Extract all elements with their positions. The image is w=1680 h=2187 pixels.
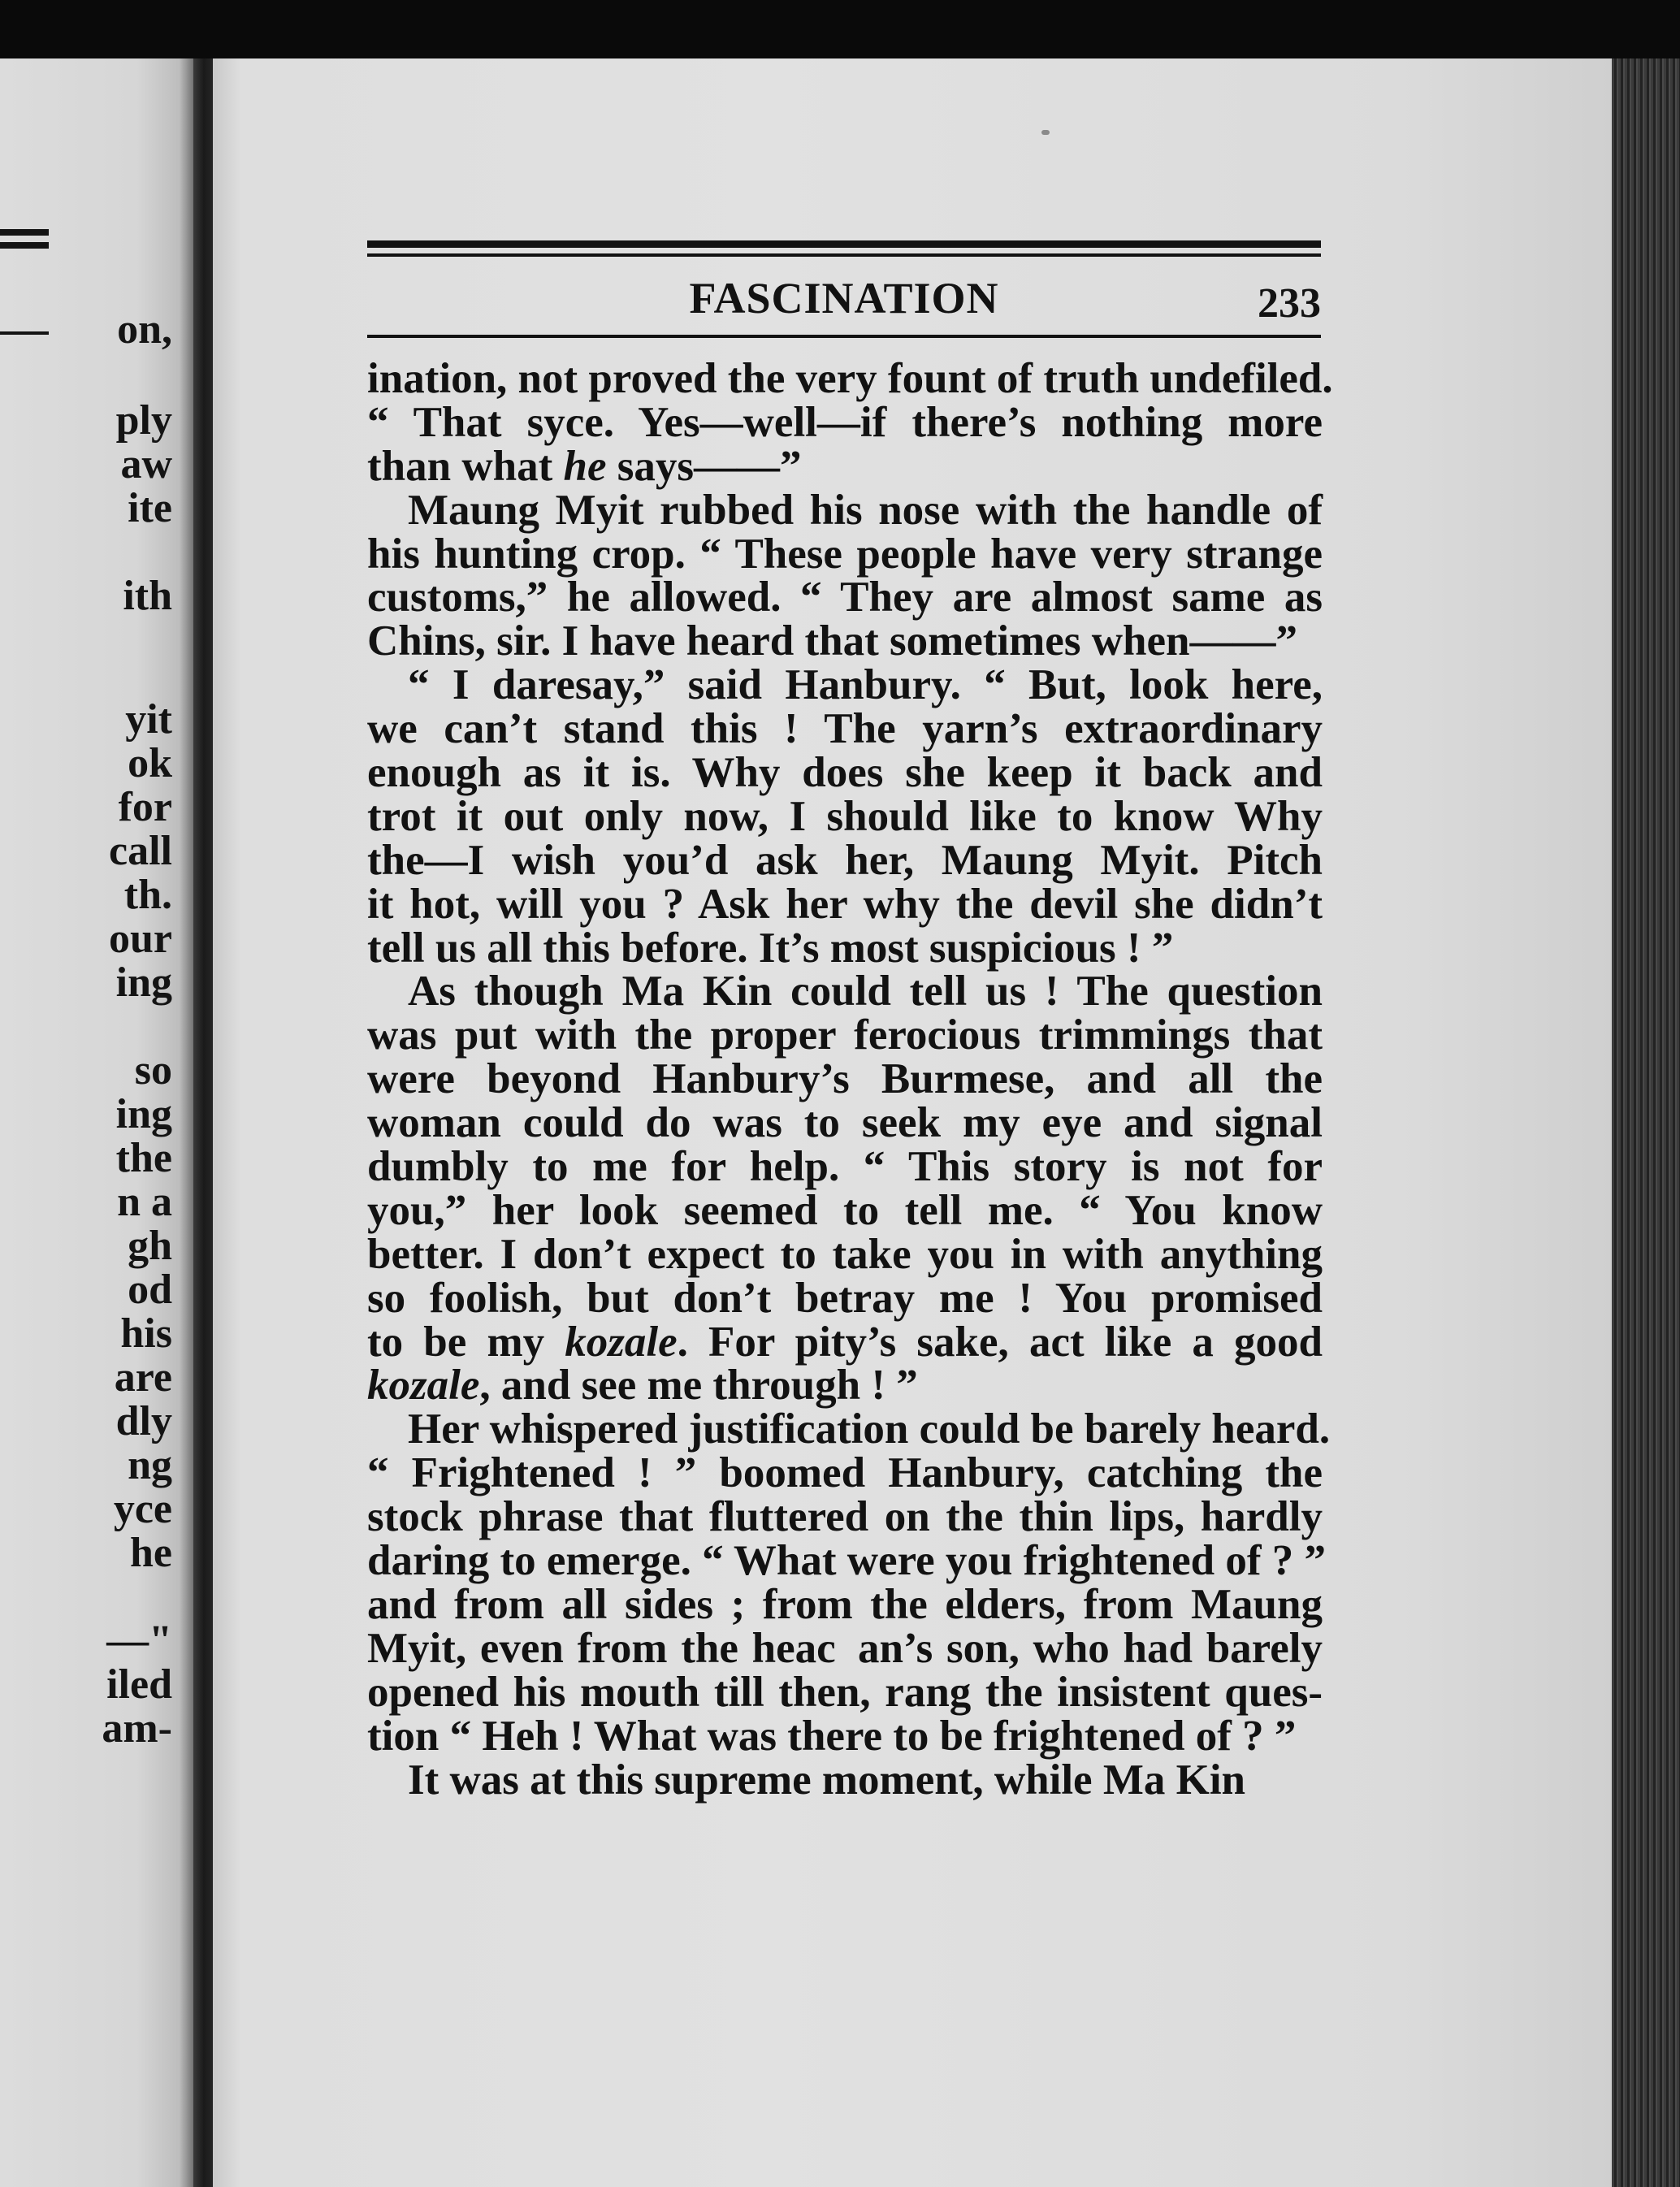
left-page-fragment: the xyxy=(115,1135,172,1181)
text-line: tion “ Heh ! What was there to be frightened of ? ” xyxy=(367,1712,1297,1760)
header-double-rule-bottom xyxy=(367,253,1321,257)
left-page-fragment: call xyxy=(109,828,172,874)
italic-word: kozale xyxy=(367,1362,480,1410)
text-line: tell us all this before. It’s most suspicious ! ” xyxy=(367,924,1174,972)
left-page-rule xyxy=(0,242,49,249)
page-stack-edge xyxy=(1612,58,1680,2187)
text-line: It was at this supreme moment, while Ma Kin xyxy=(408,1756,1246,1804)
left-page-fragment: —" xyxy=(106,1618,172,1664)
text-line: woman could do was to seek my eye and signal xyxy=(367,1099,1323,1147)
text-line: his hunting crop. “ These people have very strange xyxy=(367,530,1323,578)
left-page-fragment: dly xyxy=(115,1398,172,1444)
text-line: Chins, sir. I have heard that sometimes when——” xyxy=(367,617,1297,665)
text-run: to be my xyxy=(367,1318,565,1366)
left-page-rule xyxy=(0,331,49,335)
text-line: daring to emerge. “ What were you frightened of ? ” xyxy=(367,1537,1327,1585)
text-line: stock phrase that fluttered on the thin lips, hardly xyxy=(367,1493,1323,1541)
text-run: “ That syce. Yes—well—if there’s nothing more xyxy=(367,398,1323,446)
left-page-fragment: gh xyxy=(128,1223,172,1269)
left-page-fragment: ing xyxy=(115,959,172,1006)
left-page-fragment: on, xyxy=(117,306,172,353)
text-run: than what xyxy=(367,442,564,490)
running-head xyxy=(367,268,1321,333)
text-run: says——” xyxy=(606,442,802,490)
left-page-fragment: are xyxy=(114,1354,172,1401)
text-line xyxy=(367,1364,1323,1408)
left-page-fragment: yce xyxy=(113,1486,172,1532)
running-head-title: FASCINATION xyxy=(689,274,999,323)
text-line: the—I wish you’d ask her, Maung Myit. Pitch xyxy=(367,836,1323,884)
text-line: Myit, even from the heac an’s son, who had barely xyxy=(367,1624,1323,1672)
text-line: “ I daresay,” said Hanbury. “ But, look here, xyxy=(408,661,1323,709)
text-run: , and see me through ! ” xyxy=(479,1362,918,1410)
text-line: was put with the proper ferocious trimmings that xyxy=(367,1011,1323,1059)
text-line: were beyond Hanbury’s Burmese, and all the xyxy=(367,1055,1323,1103)
left-page-fragment: for xyxy=(118,784,172,830)
left-page-fragment: n a xyxy=(117,1179,172,1225)
text-line: As though Ma Kin could tell us ! The question xyxy=(408,968,1323,1016)
italic-word: kozale xyxy=(565,1318,678,1366)
left-page-rule xyxy=(0,229,49,236)
text-line: enough as it is. Why does she keep it back and xyxy=(367,749,1323,797)
left-page-fragment: ok xyxy=(128,740,172,786)
italic-word: he xyxy=(563,442,607,490)
text-line: ination, not proved the very fount of truth undefiled. xyxy=(367,355,1333,402)
text-line: customs,” he allowed. “ They are almost same as xyxy=(367,574,1323,621)
left-page-edge xyxy=(0,58,195,2187)
header-underline-rule xyxy=(367,335,1321,338)
left-page-fragment: am- xyxy=(102,1705,172,1752)
text-line: better. I don’t expect to take you in with anything xyxy=(367,1230,1323,1278)
header-double-rule-top xyxy=(367,240,1321,248)
text-line: opened his mouth till then, rang the insistent ques- xyxy=(367,1668,1323,1716)
left-page-fragment: his xyxy=(120,1310,172,1357)
page-number: 233 xyxy=(1258,280,1321,327)
left-page-fragment: yit xyxy=(125,696,172,743)
text-line: Her whispered justification could be barely heard. xyxy=(408,1405,1331,1453)
left-page-fragment: our xyxy=(109,916,172,962)
text-line: so foolish, but don’t betray me ! You promised xyxy=(367,1274,1323,1322)
text-line xyxy=(367,398,1323,446)
body-text xyxy=(367,355,1333,1804)
left-page-fragment: ith xyxy=(123,573,172,619)
left-page-fragment: iled xyxy=(106,1661,172,1708)
text-line: you,” her look seemed to tell me. “ You know xyxy=(367,1186,1323,1234)
text-line: it hot, will you ? Ask her why the devil she didn’t xyxy=(367,880,1323,928)
left-page-fragment: ing xyxy=(115,1091,172,1137)
left-page-fragment: so xyxy=(134,1047,172,1094)
text-line: we can’t stand this ! The yarn’s extraordinary xyxy=(367,705,1323,753)
text-run: . For pity’s sake, act like a good xyxy=(677,1318,1323,1366)
text-line: and from all sides ; from the elders, from Maung xyxy=(367,1580,1323,1628)
left-page-fragment: ng xyxy=(128,1442,172,1488)
text-line xyxy=(367,442,1323,490)
text-line xyxy=(367,1318,1323,1366)
text-line: Maung Myit rubbed his nose with the handle of xyxy=(408,486,1323,534)
text-line: trot it out only now, I should like to know Why xyxy=(367,792,1323,840)
left-page-fragment: he xyxy=(130,1530,172,1576)
left-page-fragment: ite xyxy=(128,485,172,531)
left-page-fragment: aw xyxy=(120,441,172,487)
text-line: dumbly to me for help. “ This story is not for xyxy=(367,1143,1323,1191)
left-page-fragment: ply xyxy=(115,397,172,444)
left-page-fragment: th. xyxy=(123,872,172,918)
paper-speck xyxy=(1041,130,1050,135)
left-page-fragment: od xyxy=(128,1267,172,1313)
text-line: “ Frightened ! ” boomed Hanbury, catching the xyxy=(367,1449,1323,1497)
